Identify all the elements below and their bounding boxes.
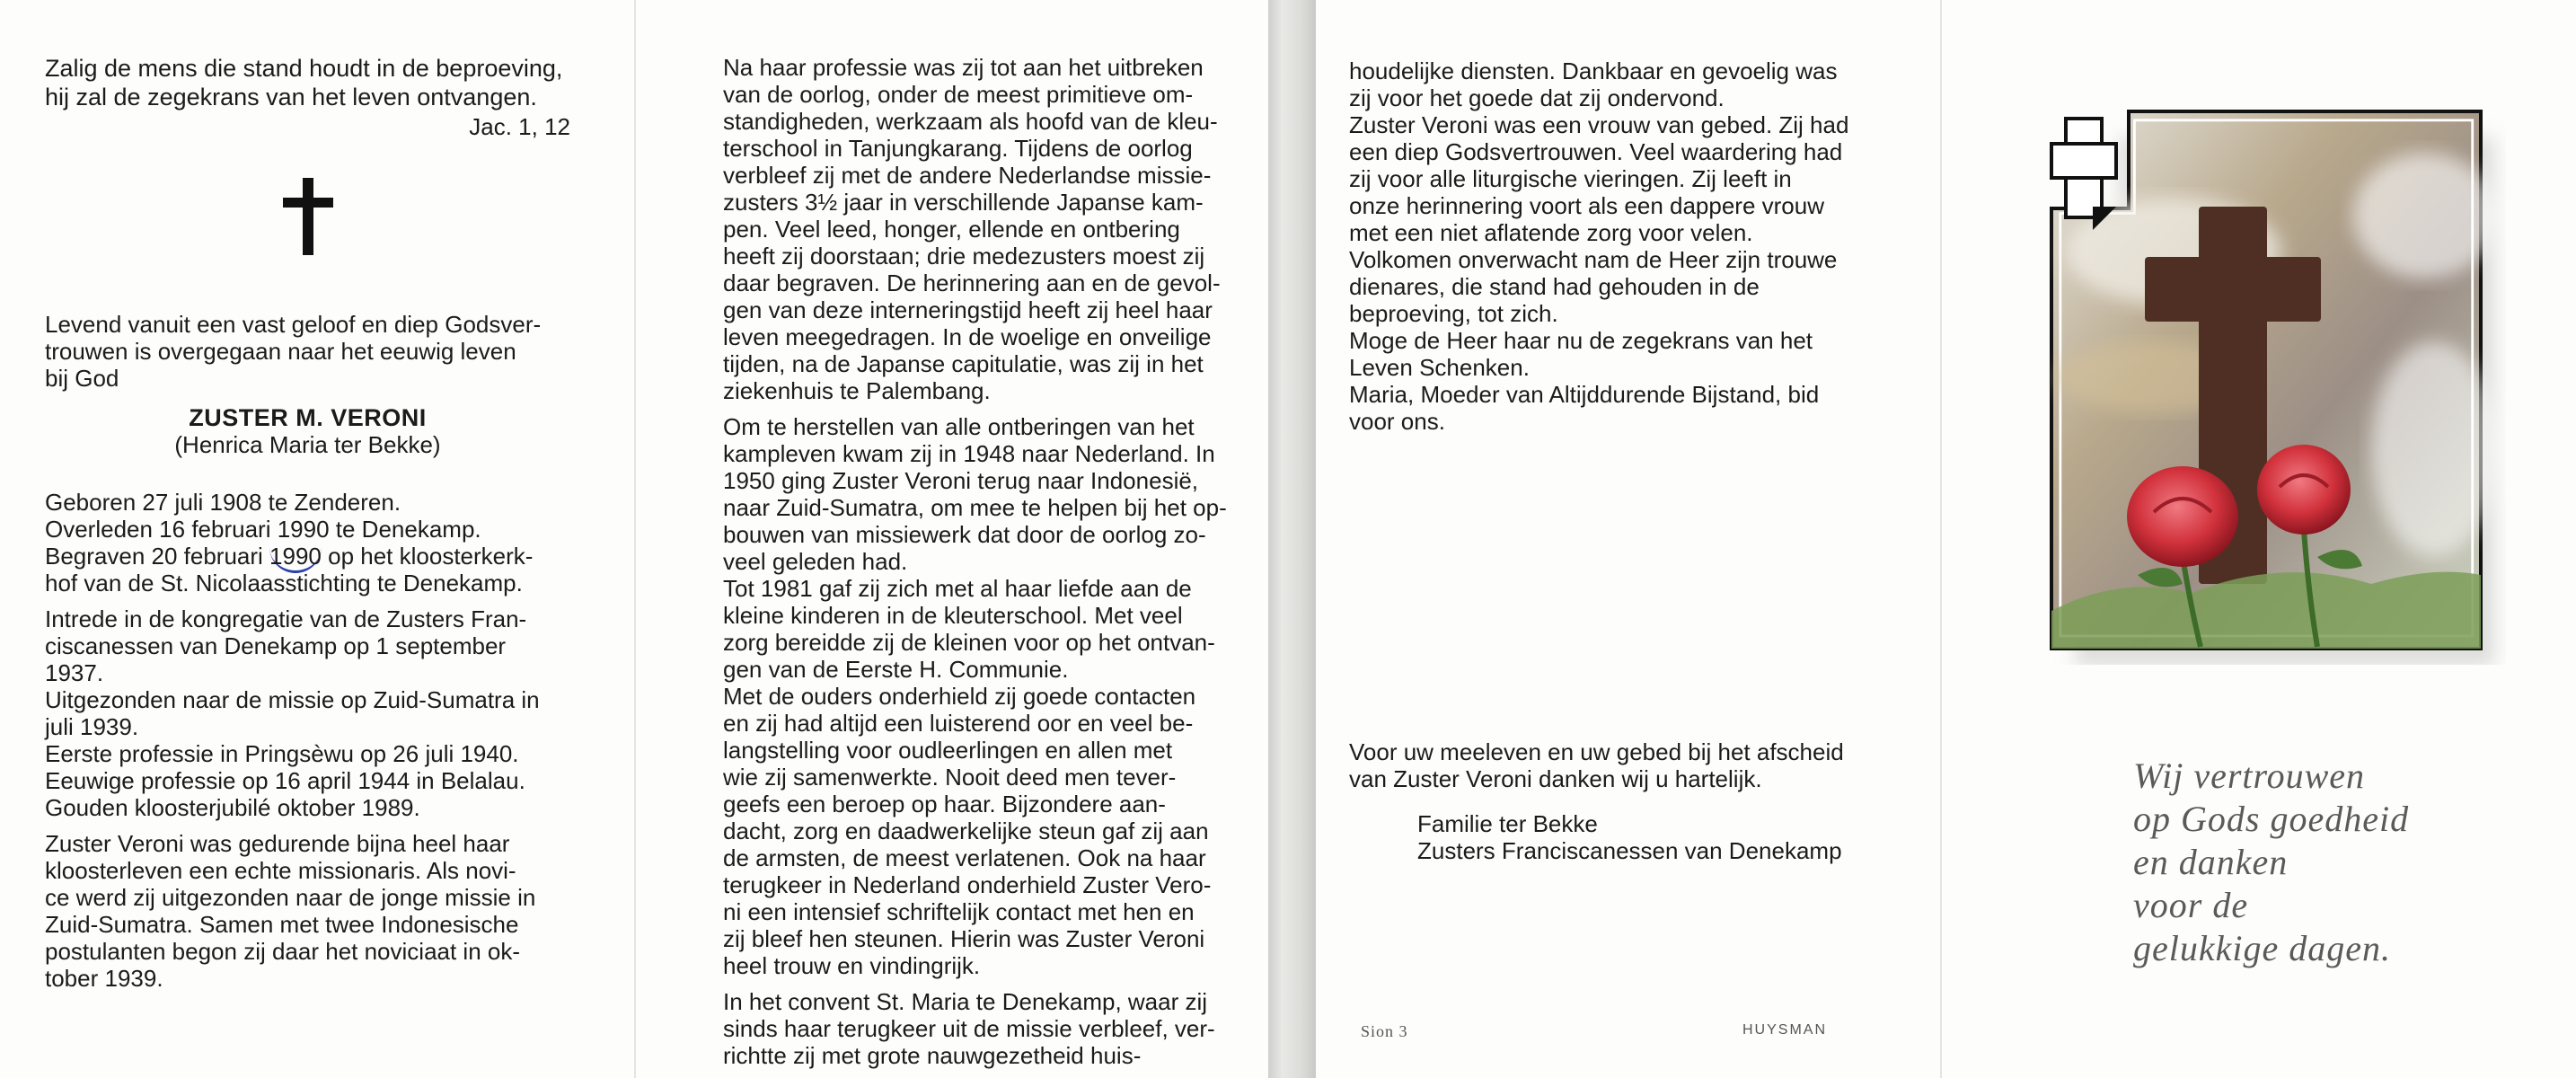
motto-line: hij zal de zegekrans van het leven ontvangen. <box>45 84 537 110</box>
text-line: terschool in Tanjungkarang. Tijdens de oorlog <box>723 135 1193 162</box>
text-line: kleine kinderen in de kleuterschool. Met veel <box>723 602 1183 629</box>
printer-name: HUYSMAN <box>1742 1022 1828 1038</box>
bible-motto <box>45 54 570 111</box>
verse-line: op Gods goedheid <box>2133 799 2410 839</box>
text-line: Met de ouders onderhield zij goede contacten <box>723 683 1196 710</box>
career-paragraph <box>45 605 570 821</box>
text-line: en zij had altijd een luisterend oor en veel be- <box>723 710 1194 737</box>
died-line: Overleden 16 februari 1990 te Denekamp. <box>45 516 481 543</box>
buried-text: Begraven 20 februari <box>45 543 270 570</box>
text-line: onze herinnering voort als een dappere vrouw <box>1349 192 1825 219</box>
text-line: Moge de Heer haar nu de zegekrans van het <box>1349 327 1813 354</box>
verse-line: Wij vertrouwen <box>2133 755 2366 796</box>
text-line: kampleven kwam zij in 1948 naar Nederland. In <box>723 440 1215 467</box>
motto-line: Zalig de mens die stand houdt in de beproeving, <box>45 55 563 82</box>
column-1 <box>45 54 570 992</box>
return-paragraph <box>723 413 1248 979</box>
signature-family: Familie ter Bekke <box>1417 810 1598 837</box>
text-line: houdelijke diensten. Dankbaar en gevoelig was <box>1349 57 1838 84</box>
column-3 <box>1349 57 1875 435</box>
text-line: langstelling voor oudleerlingen en allen met <box>723 737 1173 764</box>
text-line: Tot 1981 gaf zij zich met al haar liefde aan de <box>723 575 1192 602</box>
text-line: Zuster Veroni was een vrouw van gebed. Zij had <box>1349 111 1849 138</box>
text-line: pen. Veel leed, honger, ellende en ontbering <box>723 216 1180 243</box>
text-line: zij bleef hen steunen. Hierin was Zuster Veroni <box>723 925 1205 952</box>
convent-paragraph <box>723 988 1248 1069</box>
text-line: sinds haar terugkeer uit de missie verbleef, ver- <box>723 1015 1215 1042</box>
text-line: Om te herstellen van alle ontberingen van het <box>723 413 1195 440</box>
thanks-block <box>1349 738 1888 864</box>
career-line: juli 1939. <box>45 713 139 740</box>
text-line: ni een intensief schriftelijk contact met hen en <box>723 898 1195 925</box>
intro-paragraph <box>45 311 570 392</box>
career-line: ciscanessen van Denekamp op 1 september <box>45 632 507 659</box>
text-line: heel trouw en vindingrijk. <box>723 952 981 979</box>
text-line: voor ons. <box>1349 408 1445 435</box>
column-2 <box>723 54 1248 1069</box>
series-number: Sion 3 <box>1361 1022 1408 1040</box>
text-line: verbleef zij met de andere Nederlandse missie- <box>723 162 1212 189</box>
missionary-line: kloosterleven een echte missionaris. Als novi- <box>45 857 516 884</box>
fold-line-left <box>634 0 636 1078</box>
missionary-line: tober 1939. <box>45 965 163 992</box>
text-line: terugkeer in Nederland onderhield Zuster Vero- <box>723 871 1212 898</box>
verse-line: en danken <box>2133 842 2289 882</box>
buried-text: op het kloosterkerk- <box>321 543 534 570</box>
text-line: richtte zij met grote nauwgezetheid huis- <box>723 1042 1142 1069</box>
rose-left-icon <box>2127 466 2238 567</box>
text-line: geefs een beroep op haar. Bijzondere aan- <box>723 791 1166 817</box>
career-line: Eeuwige professie op 16 april 1944 in Belalau. <box>45 767 525 794</box>
missionary-line: postulanten begon zij daar het noviciaat in ok- <box>45 938 521 965</box>
rose-right-icon <box>2257 445 2351 535</box>
text-line: dacht, zorg en daadwerkelijke steun gaf zij aan <box>723 817 1209 844</box>
text-line: zij voor alle liturgische vieringen. Zij leeft in <box>1349 165 1792 192</box>
text-line: Volkomen onverwacht nam de Heer zijn trouwe <box>1349 246 1838 273</box>
service-paragraph <box>1349 57 1875 111</box>
text-line: gen van de Eerste H. Communie. <box>723 656 1069 683</box>
career-line: Gouden kloosterjubilé oktober 1989. <box>45 794 420 821</box>
born-line: Geboren 27 juli 1908 te Zenderen. <box>45 489 401 516</box>
text-line: 1950 ging Zuster Veroni terug naar Indonesië, <box>723 467 1199 494</box>
text-line: In het convent St. Maria te Denekamp, waar zij <box>723 988 1208 1015</box>
mary-prayer <box>1349 381 1875 435</box>
verse-text <box>2133 755 2528 970</box>
buried-line: hof van de St. Nicolaasstichting te Denekamp. <box>45 570 523 596</box>
missionary-line: ce werd zij uitgezonden naar de jonge missie in <box>45 884 536 911</box>
signature-congregation: Zusters Franciscanessen van Denekamp <box>1417 837 1842 864</box>
passing-paragraph <box>1349 246 1875 381</box>
cross-icon <box>283 178 333 255</box>
missionary-line: Zuster Veroni was gedurende bijna heel haar <box>45 830 510 857</box>
signatures <box>1349 810 1888 864</box>
text-line: veel geleden had. <box>723 548 908 575</box>
missionary-line: Zuid-Sumatra. Samen met twee Indonesische <box>45 911 519 938</box>
career-line: Uitgezonden naar de missie op Zuid-Sumatra in <box>45 686 540 713</box>
bible-reference: Jac. 1, 12 <box>469 113 570 140</box>
text-line: zorg bereidde zij de kleinen voor op het ontvan- <box>723 629 1215 656</box>
text-line: met een niet aflatende zorg voor velen. <box>1349 219 1753 246</box>
text-line: Leven Schenken. <box>1349 354 1530 381</box>
intro-line: Levend vanuit een vast geloof en diep Godsver- <box>45 311 542 338</box>
text-line: Na haar professie was zij tot aan het uitbreken <box>723 54 1204 81</box>
deceased-name: ZUSTER M. VERONI <box>189 404 427 431</box>
life-dates <box>45 489 570 596</box>
text-line: van de oorlog, onder de meest primitieve om- <box>723 81 1194 108</box>
text-line: de armsten, de meest verlatenen. Ook na haar <box>723 844 1206 871</box>
text-line: wie zij samenwerkte. Nooit deed men tever- <box>723 764 1177 791</box>
text-line: ziekenhuis te Palembang. <box>723 377 991 404</box>
text-line: standigheden, werkzaam als hoofd van de kleu- <box>723 108 1218 135</box>
text-line: Maria, Moeder van Altijddurende Bijstand, bid <box>1349 381 1820 408</box>
career-line: Intrede in de kongregatie van de Zusters Fran- <box>45 605 527 632</box>
text-line: heeft zij doorstaan; drie medezusters moest zij <box>723 243 1205 270</box>
career-line: Eerste professie in Pringsèwu op 26 juli 1940. <box>45 740 519 767</box>
war-paragraph <box>723 54 1248 404</box>
verse-line: voor de <box>2133 885 2249 925</box>
intro-line: trouwen is overgegaan naar het eeuwig leven <box>45 338 516 365</box>
thanks-line: van Zuster Veroni danken wij u hartelijk. <box>1349 765 1762 792</box>
text-line: leven meegedragen. In de woelige en onveilige <box>723 323 1212 350</box>
underlined-year: 1990 <box>269 543 322 573</box>
fold-line-right <box>1940 0 1942 1078</box>
text-line: een diep Godsvertrouwen. Veel waardering had <box>1349 138 1843 165</box>
verse-line: gelukkige dagen. <box>2133 928 2391 968</box>
text-line: gen van deze interneringstijd heeft zij heel haar <box>723 296 1213 323</box>
career-line: 1937. <box>45 659 104 686</box>
intro-line: bij God <box>45 365 119 392</box>
text-line: bouwen van missiewerk dat door de oorlog zo- <box>723 521 1206 548</box>
text-line: daar begraven. De herinnering aan en de gevol- <box>723 270 1221 296</box>
text-line: dienares, die stand had gehouden in de <box>1349 273 1760 300</box>
missionary-paragraph <box>45 830 570 992</box>
buried-line <box>45 543 570 570</box>
civil-name: (Henrica Maria ter Bekke) <box>174 431 441 458</box>
text-line: naar Zuid-Sumatra, om mee te helpen bij het op- <box>723 494 1227 521</box>
text-line: tijden, na de Japanse capitulatie, was zij in het <box>723 350 1204 377</box>
text-line: zusters 3½ jaar in verschillende Japanse kam- <box>723 189 1204 216</box>
card-fold-gutter <box>1268 0 1316 1078</box>
prayer-paragraph <box>1349 111 1875 246</box>
thanks-line: Voor uw meeleven en uw gebed bij het afscheid <box>1349 738 1844 765</box>
text-line: zij voor het goede dat zij ondervond. <box>1349 84 1725 111</box>
cross-roses-photo <box>2048 108 2506 665</box>
text-line: beproeving, tot zich. <box>1349 300 1558 327</box>
